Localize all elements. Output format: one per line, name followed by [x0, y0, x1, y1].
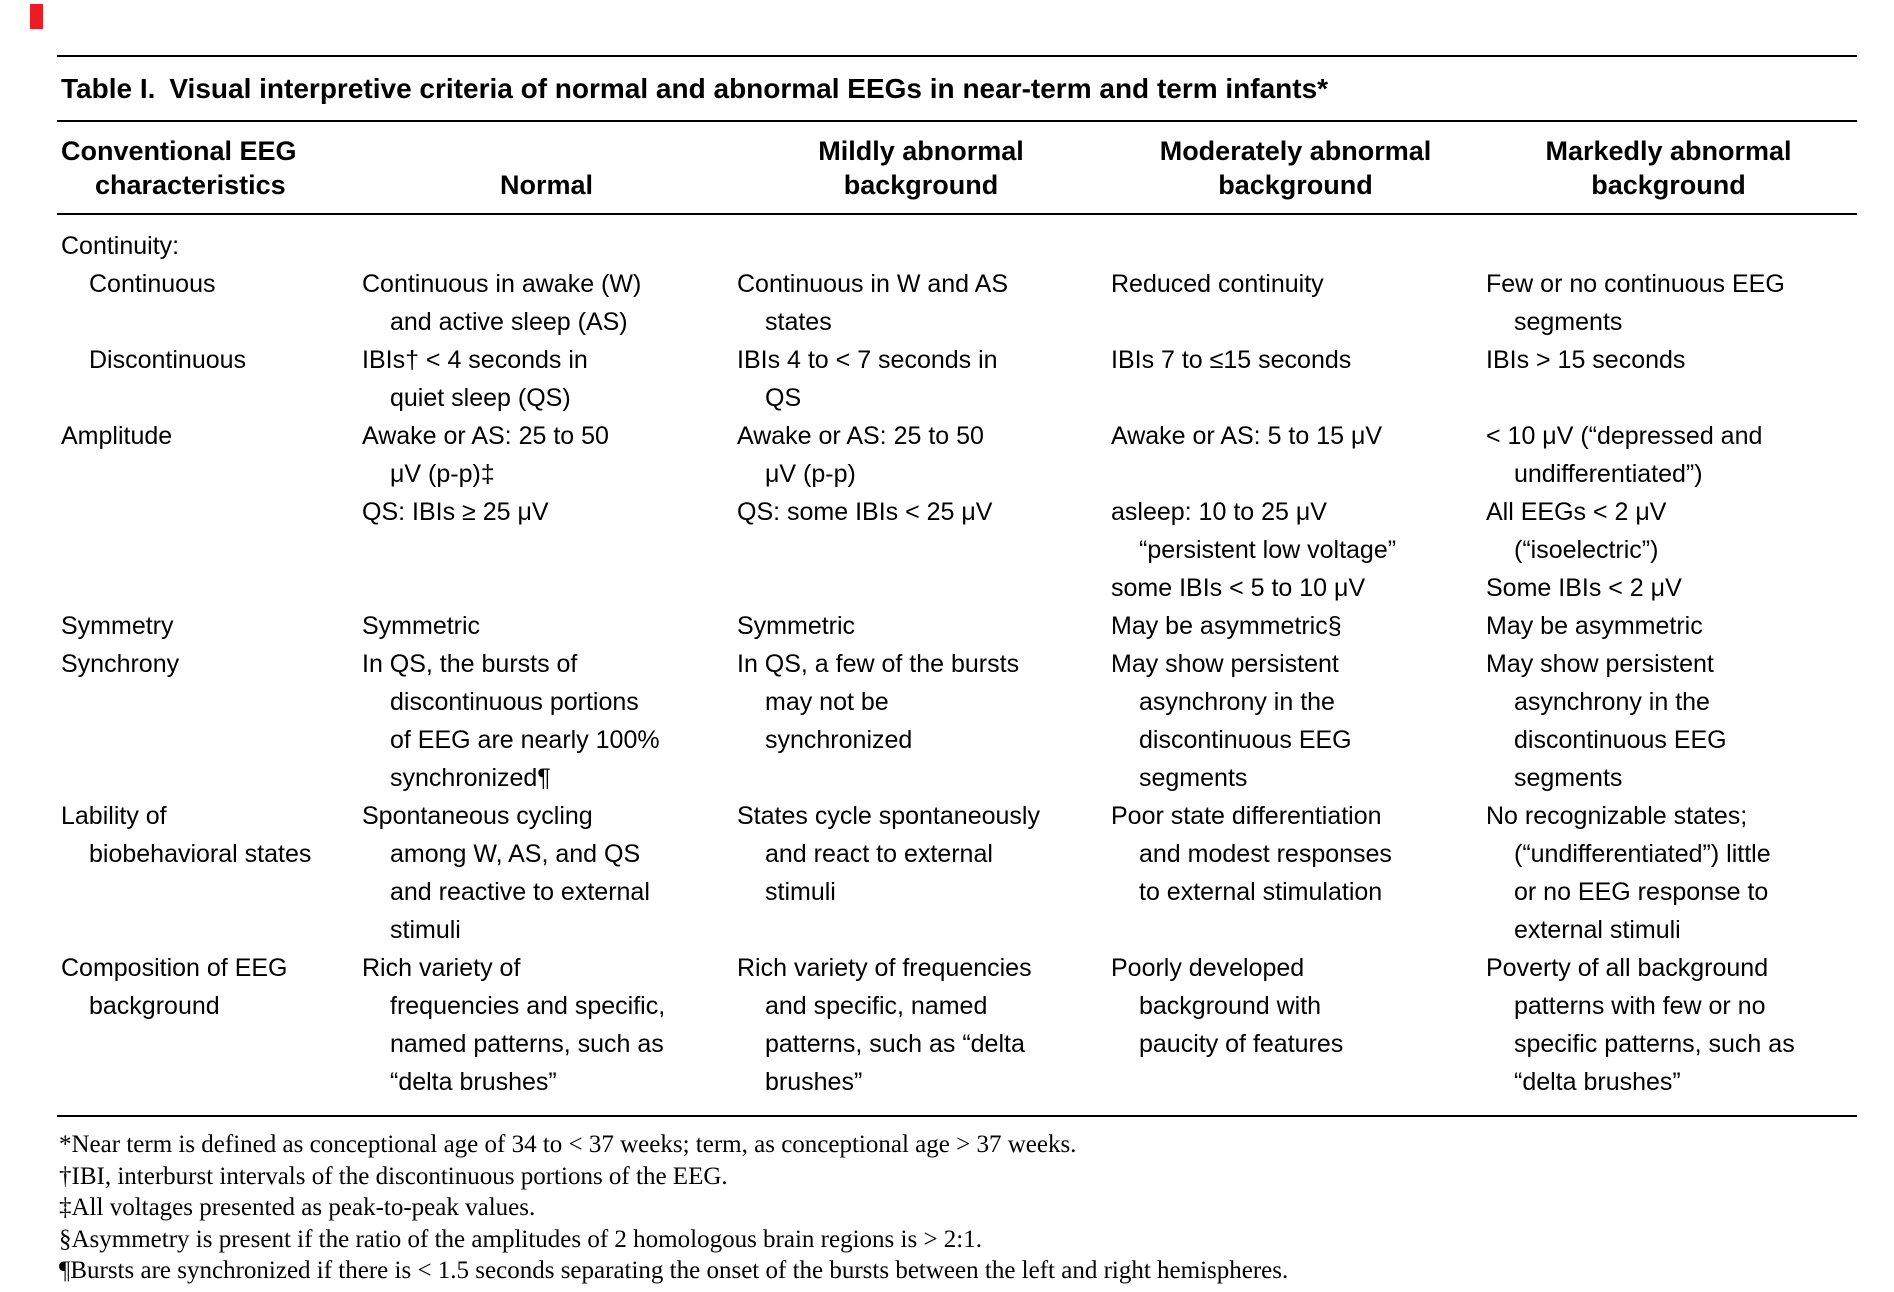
- table-row: [57, 214, 1857, 265]
- table-cell: [1486, 797, 1857, 949]
- table-cell: [737, 341, 1111, 417]
- cell-line: Symmetric: [737, 612, 856, 640]
- cell-line: discontinuous EEG: [1139, 726, 1352, 754]
- cell-line: asleep: 10 to 25 μV: [1111, 498, 1327, 526]
- cell-line: IBIs† < 4 seconds in: [362, 346, 588, 374]
- cell-line: μV (p-p)‡: [390, 460, 495, 488]
- cell-line: among W, AS, and QS: [390, 840, 641, 868]
- table-cell: [1486, 417, 1857, 607]
- header-row: [57, 122, 1857, 214]
- table-container: [57, 55, 1857, 1287]
- table-cell: [737, 417, 1111, 607]
- table-cell: [362, 417, 737, 607]
- table-cell: [737, 797, 1111, 949]
- table-cell: [737, 949, 1111, 1116]
- column-header-line: Conventional EEG: [61, 136, 297, 166]
- row-label: [57, 645, 362, 797]
- cell-line: Amplitude: [61, 422, 173, 450]
- column-header-line: background: [843, 170, 999, 200]
- footnote: ‡All voltages presented as peak-to-peak values.: [59, 1194, 536, 1221]
- table-cell: [737, 214, 1111, 265]
- cell-line: segments: [1514, 764, 1623, 792]
- table-number: Table I.: [61, 73, 156, 104]
- cell-line: named patterns, such as: [390, 1030, 664, 1058]
- cell-line: In QS, a few of the bursts: [737, 650, 1020, 678]
- red-marker: [30, 4, 43, 29]
- table-row: [57, 341, 1857, 417]
- cell-line: discontinuous EEG: [1514, 726, 1727, 754]
- cell-line: external stimuli: [1514, 916, 1681, 944]
- cell-line: background: [89, 992, 220, 1020]
- cell-line: Rich variety of: [362, 954, 521, 982]
- footnote: ¶Bursts are synchronized if there is < 1.5 seconds separating the onset of the bursts between the left and right hemispheres.: [59, 1257, 1289, 1284]
- row-label: [57, 797, 362, 949]
- table-cell: [362, 645, 737, 797]
- table-cell: [1111, 949, 1486, 1116]
- cell-line: undifferentiated”): [1514, 460, 1703, 488]
- table-cell: [362, 214, 737, 265]
- table-cell: [1486, 949, 1857, 1116]
- cell-line: background with: [1139, 992, 1322, 1020]
- table-cell: [1111, 607, 1486, 645]
- column-header-3: [737, 122, 1111, 214]
- table-cell: [1111, 341, 1486, 417]
- cell-line: brushes”: [765, 1068, 863, 1096]
- cell-line: and active sleep (AS): [390, 308, 628, 336]
- cell-line: or no EEG response to: [1514, 878, 1769, 906]
- table-body: [57, 214, 1857, 1116]
- cell-line: [1111, 455, 1482, 493]
- cell-line: May be asymmetric: [1486, 612, 1703, 640]
- cell-line: Lability of: [61, 802, 167, 830]
- cell-line: < 10 μV (“depressed and: [1486, 422, 1763, 450]
- row-label: [57, 607, 362, 645]
- cell-line: QS: some IBIs < 25 μV: [737, 498, 993, 526]
- cell-line: may not be: [765, 688, 889, 716]
- cell-line: May show persistent: [1486, 650, 1714, 678]
- column-header-line: Moderately abnormal: [1159, 136, 1432, 166]
- table-cell: [737, 645, 1111, 797]
- cell-line: Composition of EEG: [61, 954, 288, 982]
- cell-line: states: [765, 308, 832, 336]
- cell-line: IBIs > 15 seconds: [1486, 346, 1686, 374]
- cell-line: Awake or AS: 5 to 15 μV: [1111, 422, 1383, 450]
- cell-line: synchronized¶: [390, 764, 551, 792]
- cell-line: QS: [765, 384, 802, 412]
- cell-line: IBIs 4 to < 7 seconds in: [737, 346, 998, 374]
- column-header-line: characteristics: [95, 170, 286, 200]
- table-row: [57, 607, 1857, 645]
- column-header-line: Mildly abnormal: [818, 136, 1024, 166]
- cell-line: paucity of features: [1139, 1030, 1344, 1058]
- row-label: [57, 341, 362, 417]
- table-caption: [57, 57, 1857, 122]
- column-header-4: [1111, 122, 1486, 214]
- table-cell: [1111, 645, 1486, 797]
- cell-line: of EEG are nearly 100%: [390, 726, 660, 754]
- cell-line: Symmetry: [61, 612, 174, 640]
- cell-line: Continuity:: [61, 232, 180, 260]
- column-header-5: [1486, 122, 1857, 214]
- cell-line: Poor state differentiation: [1111, 802, 1382, 830]
- cell-line: (“undifferentiated”) little: [1514, 840, 1771, 868]
- cell-line: (“isoelectric”): [1514, 536, 1659, 564]
- row-label: [57, 417, 362, 607]
- table-row: [57, 417, 1857, 607]
- cell-line: stimuli: [390, 916, 461, 944]
- row-label: [57, 214, 362, 265]
- cell-line: patterns, such as “delta: [765, 1030, 1025, 1058]
- cell-line: Continuous in W and AS: [737, 270, 1008, 298]
- table-cell: [1111, 265, 1486, 341]
- cell-line: May show persistent: [1111, 650, 1339, 678]
- footnotes: [57, 1129, 1857, 1287]
- cell-line: frequencies and specific,: [390, 992, 666, 1020]
- column-header-line: Markedly abnormal: [1545, 136, 1792, 166]
- table-row: [57, 265, 1857, 341]
- table-cell: [362, 607, 737, 645]
- cell-line: patterns with few or no: [1514, 992, 1766, 1020]
- column-header-line: background: [1591, 170, 1746, 200]
- table-row: [57, 645, 1857, 797]
- cell-line: Poorly developed: [1111, 954, 1305, 982]
- row-label: [57, 265, 362, 341]
- cell-line: Few or no continuous EEG: [1486, 270, 1785, 298]
- cell-line: to external stimulation: [1139, 878, 1383, 906]
- cell-line: synchronized: [765, 726, 913, 754]
- table-cell: [362, 949, 737, 1116]
- footnote: †IBI, interburst intervals of the discontinuous portions of the EEG.: [59, 1162, 728, 1190]
- cell-line: No recognizable states;: [1486, 802, 1748, 830]
- table-row: [57, 797, 1857, 949]
- cell-line: Awake or AS: 25 to 50: [362, 422, 609, 450]
- cell-line: asynchrony in the: [1514, 688, 1710, 716]
- cell-line: Rich variety of frequencies: [737, 954, 1032, 982]
- criteria-table: [57, 122, 1857, 1117]
- cell-line: In QS, the bursts of: [362, 650, 578, 678]
- cell-line: Synchrony: [61, 650, 180, 678]
- cell-line: Poverty of all background: [1486, 954, 1769, 982]
- cell-line: segments: [1514, 308, 1623, 336]
- cell-line: Discontinuous: [89, 346, 247, 374]
- cell-line: May be asymmetric§: [1111, 612, 1342, 640]
- column-header-1: [57, 122, 362, 214]
- cell-line: “delta brushes”: [1514, 1068, 1681, 1096]
- column-header-line: background: [1218, 170, 1373, 200]
- cell-line: discontinuous portions: [390, 688, 639, 716]
- cell-line: Continuous: [89, 270, 216, 298]
- table-cell: [362, 341, 737, 417]
- cell-line: “delta brushes”: [390, 1068, 557, 1096]
- cell-line: and modest responses: [1139, 840, 1392, 868]
- table-row: [57, 949, 1857, 1116]
- cell-line: and react to external: [765, 840, 993, 868]
- cell-line: QS: IBIs ≥ 25 μV: [362, 498, 549, 526]
- cell-line: biobehavioral states: [89, 840, 312, 868]
- cell-line: quiet sleep (QS): [390, 384, 571, 412]
- cell-line: specific patterns, such as: [1514, 1030, 1795, 1058]
- table-cell: [1486, 265, 1857, 341]
- table-cell: [362, 797, 737, 949]
- table-cell: [1111, 797, 1486, 949]
- cell-line: States cycle spontaneously: [737, 802, 1040, 830]
- table-cell: [737, 607, 1111, 645]
- cell-line: Spontaneous cycling: [362, 802, 593, 830]
- cell-line: Some IBIs < 2 μV: [1486, 574, 1682, 602]
- cell-line: Continuous in awake (W): [362, 270, 642, 298]
- cell-line: some IBIs < 5 to 10 μV: [1111, 574, 1366, 602]
- cell-line: All EEGs < 2 μV: [1486, 498, 1667, 526]
- table-cell: [737, 265, 1111, 341]
- cell-line: μV (p-p): [765, 460, 856, 488]
- table-cell: [1486, 607, 1857, 645]
- cell-line: Symmetric: [362, 612, 481, 640]
- table-title-text: Visual interpretive criteria of normal and abnormal EEGs in near-term and term infants*: [169, 73, 1329, 104]
- row-label: [57, 949, 362, 1116]
- cell-line: asynchrony in the: [1139, 688, 1335, 716]
- footnote: §Asymmetry is present if the ratio of the amplitudes of 2 homologous brain regions is > 2:1.: [59, 1225, 982, 1253]
- cell-line: “persistent low voltage”: [1139, 536, 1397, 564]
- cell-line: and reactive to external: [390, 878, 650, 906]
- table-cell: [1111, 214, 1486, 265]
- table-cell: [362, 265, 737, 341]
- cell-line: segments: [1139, 764, 1248, 792]
- cell-line: stimuli: [765, 878, 836, 906]
- footnote: *Near term is defined as conceptional age of 34 to < 37 weeks; term, as conceptional age > 37 weeks.: [59, 1131, 1077, 1158]
- table-cell: [1486, 645, 1857, 797]
- table-cell: [1486, 341, 1857, 417]
- cell-line: Reduced continuity: [1111, 270, 1324, 298]
- cell-line: Awake or AS: 25 to 50: [737, 422, 984, 450]
- column-header-2: [362, 122, 737, 214]
- column-header-line: Normal: [499, 170, 594, 200]
- table-cell: [1486, 214, 1857, 265]
- table-cell: [1111, 417, 1486, 607]
- cell-line: IBIs 7 to ≤15 seconds: [1111, 346, 1352, 374]
- cell-line: and specific, named: [765, 992, 988, 1020]
